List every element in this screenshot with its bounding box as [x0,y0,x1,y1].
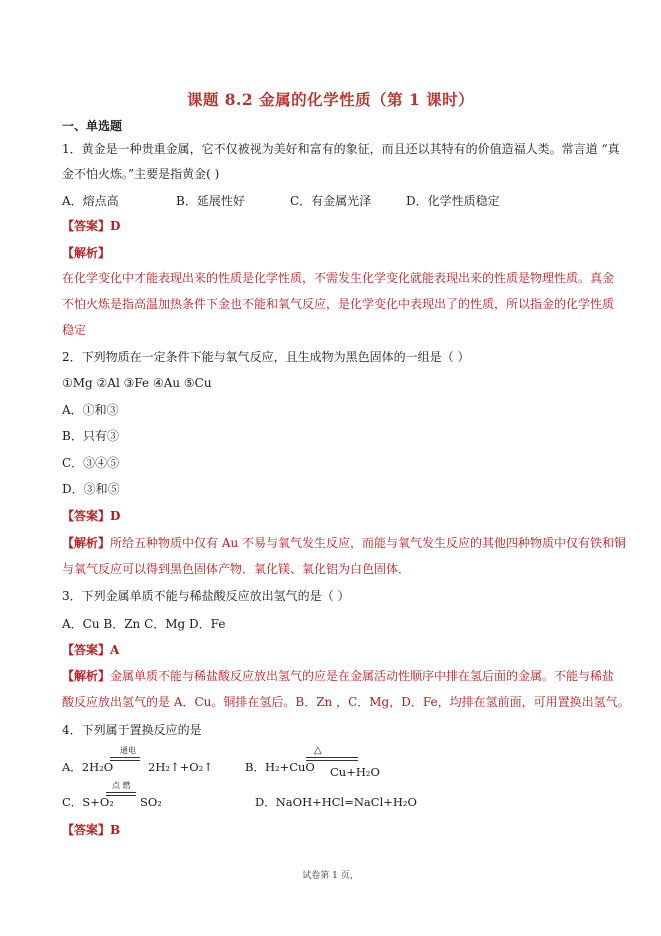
q4-option-c-product: SO₂ [140,795,162,809]
q4-answer: 【答案】B [62,823,121,837]
q2-option-a: A．①和③ [62,403,119,417]
q4-option-b-arrow-bar-bottom [306,760,358,761]
q4-option-c-reactant: C．S+O₂ [62,795,114,809]
q1-analysis-line1: 在化学变化中才能表现出来的性质是化学性质，不需发生化学变化就能表现出来的性质是物理性质。真金 [62,271,615,285]
q4-option-a-condition: 通电 [120,746,136,755]
q2-analysis-line1 [62,535,626,551]
q1-option-c: C．有金属光泽 [290,194,372,208]
q3-analysis-label: 【解析】 [62,669,111,683]
q4-option-a-product: 2H₂↑+O₂↑ [148,760,213,774]
q3-analysis-line2: 酸反应放出氢气的是 A．Cu。铜排在氢后。B．Zn ，C．Mg，D．Fe，均排在氢前面，可用置换出氢气。 [62,695,630,709]
q1-option-a: A．熔点高 [62,194,119,208]
page-footer: 试卷第 1 页， [302,871,359,881]
q1-analysis-label: 【解析】 [62,246,111,260]
q3-options: A．Cu B．Zn C．Mg D．Fe [62,617,226,631]
q3-analysis-line1 [62,668,614,684]
q4-option-c-condition: 点 燃 [112,781,131,790]
q3-stem: 3．下列金属单质不能与稀盐酸反应放出氢气的是（ ） [62,589,350,603]
q4-option-a-arrow-bar-top [110,757,140,758]
q2-answer: 【答案】D [62,509,121,523]
q4-option-d: D．NaOH+HCl=NaCl+H₂O [255,795,417,809]
q1-stem-line1: 1．黄金是一种贵重金属，它不仅被视为美好和富有的象征，而且还以其特有的价值造福人类。常言道 “真 [62,142,620,156]
q4-option-c-arrow-bar-top [106,792,136,793]
q4-option-b-arrow-bar-top [306,757,358,758]
q1-analysis-line3: 稳定 [62,323,87,337]
q4-option-c-arrow-bar-bottom [106,795,136,796]
q2-option-b: B．只有③ [62,429,119,443]
q2-analysis-line2: 与氧气反应可以得到黑色固体产物．氧化镁、氧化铝为白色固体． [62,562,411,576]
q3-answer: 【答案】A [62,643,120,657]
q4-option-a-arrow-bar-bottom [110,760,140,761]
q4-option-b-reactant: B．H₂+CuO [245,760,315,774]
q2-items: ①Mg ②Al ③Fe ④Au ⑤Cu [62,376,212,390]
q3-analysis-text1: 金属单质不能与稀盐酸反应放出氢气的应是在金属活动性顺序中排在氢后面的金属。不能与稀盐 [110,669,615,683]
q2-analysis-label: 【解析】 [62,536,111,550]
q2-option-c: C．③④⑤ [62,456,120,470]
q4-option-b-product: Cu+H₂O [330,765,380,779]
q4-option-a-reactant: A．2H₂O [62,760,114,774]
q1-option-d: D．化学性质稳定 [406,194,500,208]
q1-analysis-line2: 不怕火炼是指高温加热条件下金也不能和氧气反应，是化学变化中表现出了的性质，所以指金的化学性质 [62,297,615,311]
section-heading: 一、单选题 [62,119,123,133]
q2-analysis-text1: 所给五种物质中仅有 Au 不易与氧气发生反应，而能与氧气发生反应的其他四种物质中仅有铁和铜 [110,536,627,550]
q1-answer: 【答案】D [62,219,121,233]
q1-option-b: B．延展性好 [176,194,245,208]
q4-option-b-condition: △ [314,745,322,756]
q2-stem: 2．下列物质在一定条件下能与氧气反应，且生成物为黑色固体的一组是（ ） [62,350,470,364]
q2-option-d: D．③和⑤ [62,482,120,496]
q4-stem: 4．下列属于置换反应的是 [62,723,202,737]
page-title: 课题 8.2 金属的化学性质（第 1 课时） [186,90,475,109]
q1-stem-line2: 金不怕火炼。”主要是指黄金( ) [62,167,220,181]
